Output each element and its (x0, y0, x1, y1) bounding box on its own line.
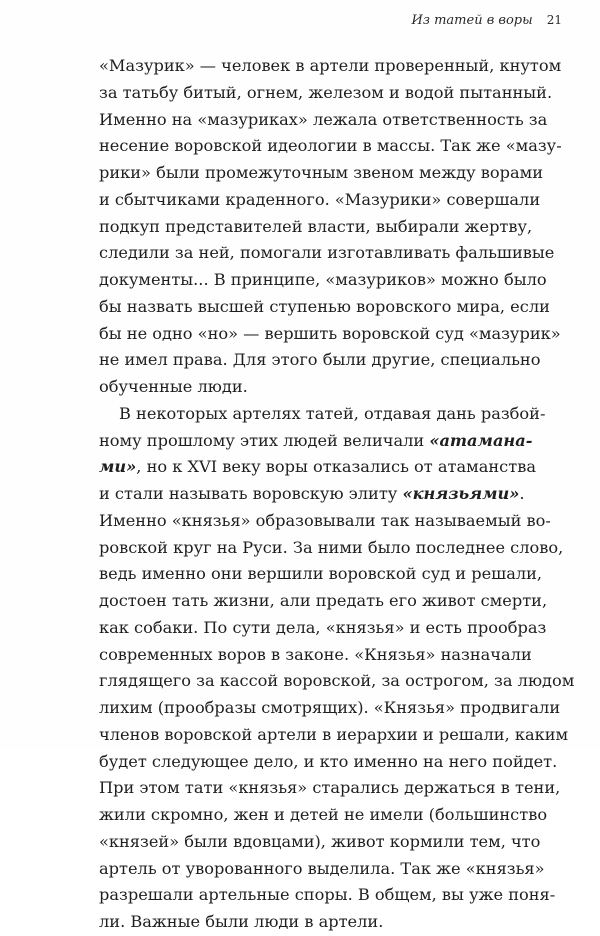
emphasis-term: «князьями» (402, 484, 520, 503)
text-line: документы... В принципе, «мазуриков» можно было (99, 270, 547, 289)
page-number: 21 (546, 13, 562, 27)
text-segment: и стали называть воровскую элиту (99, 484, 398, 503)
running-header (412, 13, 562, 28)
text-line: При этом тати «князья» старались держаться в тени, (99, 778, 561, 798)
text-line: разрешали артельные споры. В общем, вы уже поня- (99, 885, 556, 905)
text-line: В некоторых артелях татей, отдавая дань разбой- (119, 403, 546, 423)
text-line: лихим (прообразы смотрящих). «Князья» продвигали (99, 698, 561, 717)
text-line: подкуп представителей власти, выбирали жертву, (99, 216, 533, 236)
text-line: бы не одно «но» — вершить воровской суд «мазурик» (99, 323, 561, 343)
text-line: как собаки. По сути дела, «князья» и есть прообраз (99, 617, 547, 637)
text-line: ли. Важные были люди в артели. (99, 912, 384, 931)
text-line: Именно «князья» образовывали так называемый во- (99, 510, 551, 530)
text-line: Именно на «мазуриках» лежала ответственность за (99, 109, 548, 129)
text-line (99, 428, 533, 455)
text-line: бы назвать высшей ступенью воровского мира, если (99, 296, 550, 316)
emphasis-term: ми» (99, 457, 137, 477)
text-line (99, 481, 525, 508)
text-line: жили скромно, жен и детей не имели (большинство (99, 805, 548, 824)
running-title: Из татей в воры (411, 13, 533, 28)
text-line: членов воровской артели в иерархии и решали, каким (99, 724, 569, 744)
text-segment: , но к XVI веку воры отказались от атаманства (136, 457, 536, 477)
text-line: ровской круг на Руси. За ними было последнее слово, (99, 537, 564, 557)
text-segment: . (519, 484, 525, 503)
text-line: современных воров в законе. «Князья» назначали (99, 644, 532, 664)
text-line: достоен тать жизни, али предать его живот смерти, (99, 591, 548, 610)
text-line: обученные люди. (99, 377, 248, 396)
text-line: ведь именно они вершили воровской суд и решали, (99, 564, 543, 584)
text-line: за татьбу битый, огнем, железом и водой пытанный. (99, 82, 553, 102)
body-text (99, 53, 575, 936)
text-line: глядящего за кассой воровской, за острогом, за людом (99, 671, 575, 691)
text-line: артель от уворованного выделила. Так же «князья» (99, 858, 545, 878)
text-line: и сбытчиками краденного. «Мазурики» совершали (99, 189, 541, 209)
text-line: «князей» были вдовцами), живот кормили тем, что (99, 831, 541, 851)
text-line: будет следующее дело, и кто именно на него пойдет. (99, 751, 558, 771)
text-line: рики» были промежуточным звеном между ворами (99, 163, 543, 182)
emphasis-term: «атамана- (429, 430, 533, 450)
text-line: несение воровской идеологии в массы. Так же «мазу- (99, 136, 562, 156)
text-line (99, 454, 536, 481)
text-line: не имел права. Для этого были другие, специально (99, 350, 541, 370)
text-line: «Мазурик» — человек в артели проверенный, кнутом (99, 56, 562, 75)
text-segment: ному прошлому этих людей величали (99, 430, 425, 450)
text-line: следили за ней, помогали изготавливать фальшивые (99, 243, 555, 263)
